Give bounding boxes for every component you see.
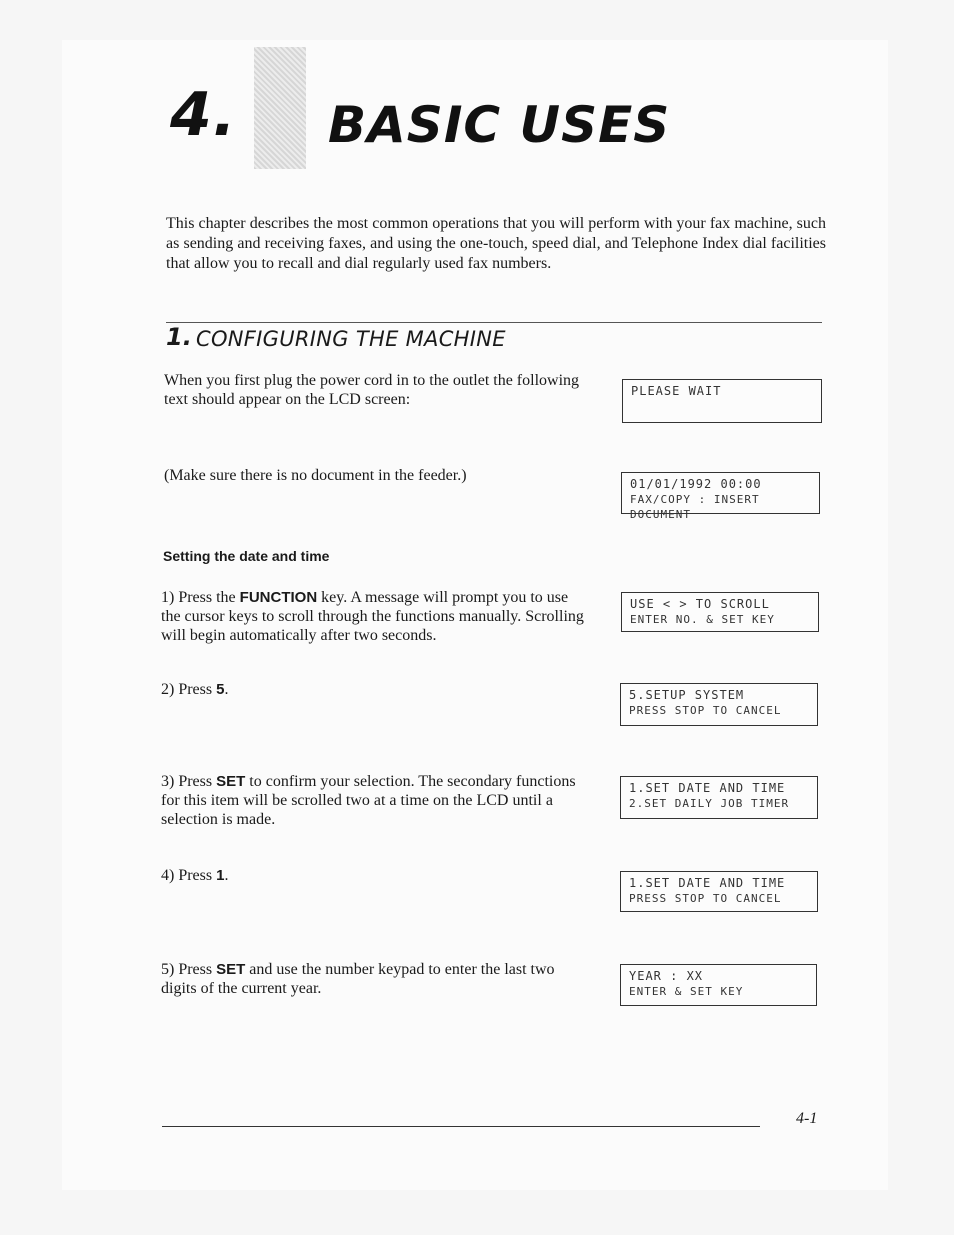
chapter-title: BASIC USES xyxy=(328,96,671,154)
lcd-display-2 xyxy=(621,472,820,521)
lcd-line-1: 01/01/1992 00:00 xyxy=(630,477,762,491)
step-text: to confirm your selection. The secondary functions for this item will be scrolled two at a time on the LCD until a selection is made. xyxy=(161,773,576,828)
chapter-decorative-bar xyxy=(254,47,306,169)
subsection-heading: Setting the date and time xyxy=(163,548,330,564)
intro-paragraph: This chapter describes the most common operations that you will perform with your fax machine, such as sending and receiving faxes, and using the one-touch, speed dial, and Telephone Index dial facilities that allow you to recall and dial regularly used fax numbers. xyxy=(166,215,826,272)
lcd-display-3 xyxy=(621,592,819,632)
step-3 xyxy=(161,772,589,829)
section-title: CONFIGURING THE MACHINE xyxy=(196,327,506,351)
step-label: 4) Press xyxy=(161,867,213,884)
key-name: SET xyxy=(216,961,246,978)
step-text: . xyxy=(224,681,229,698)
step-label: 5) Press xyxy=(161,961,213,978)
lcd-display-6 xyxy=(620,871,818,912)
step-5 xyxy=(161,960,589,998)
step-text: . xyxy=(224,867,229,884)
feeder-note: (Make sure there is no document in the feeder.) xyxy=(164,467,467,484)
step-2 xyxy=(161,680,589,699)
power-on-paragraph: When you first plug the power cord in to the outlet the following text should appear on the LCD screen: xyxy=(164,372,580,408)
step-label: 2) Press xyxy=(161,681,213,698)
step-1 xyxy=(161,588,589,645)
key-name: 1 xyxy=(216,867,225,884)
section-number: 1. xyxy=(166,323,192,351)
step-label: 1) Press the xyxy=(161,589,236,606)
key-name: SET xyxy=(216,773,246,790)
lcd-line-1: PLEASE WAIT xyxy=(631,384,722,398)
page-number: 4-1 xyxy=(796,1110,818,1127)
lcd-line-2: PRESS STOP TO CANCEL xyxy=(629,704,782,717)
lcd-line-2: ENTER & SET KEY xyxy=(629,985,744,998)
step-4 xyxy=(161,866,589,885)
step-text: key. A message will prompt you to use the cursor keys to scroll through the functions manually. Scrolling will begin automatically after two seconds. xyxy=(161,589,584,644)
lcd-display-7 xyxy=(620,964,817,1006)
lcd-line-2: 2.SET DAILY JOB TIMER xyxy=(629,797,790,810)
lcd-line-1: 1.SET DATE AND TIME xyxy=(629,781,786,795)
lcd-line-1: USE < > TO SCROLL xyxy=(630,597,770,611)
lcd-display-1 xyxy=(622,379,822,423)
footer-rule xyxy=(162,1126,760,1127)
lcd-line-1: 1.SET DATE AND TIME xyxy=(629,876,786,890)
section-rule xyxy=(166,322,822,323)
step-label: 3) Press xyxy=(161,773,213,790)
lcd-line-2: FAX/COPY : INSERT DOCUMENT xyxy=(630,493,760,521)
key-name: 5 xyxy=(216,681,225,698)
lcd-line-1: YEAR : XX xyxy=(629,969,704,983)
lcd-line-2: ENTER NO. & SET KEY xyxy=(630,613,775,626)
lcd-line-1: 5.SETUP SYSTEM xyxy=(629,688,745,702)
key-name: FUNCTION xyxy=(239,589,318,606)
lcd-display-5 xyxy=(620,776,818,819)
step-text: and use the number keypad to enter the last two digits of the current year. xyxy=(161,961,555,997)
lcd-line-2: PRESS STOP TO CANCEL xyxy=(629,892,782,905)
lcd-display-4 xyxy=(620,683,818,726)
chapter-number: 4. xyxy=(170,80,237,150)
